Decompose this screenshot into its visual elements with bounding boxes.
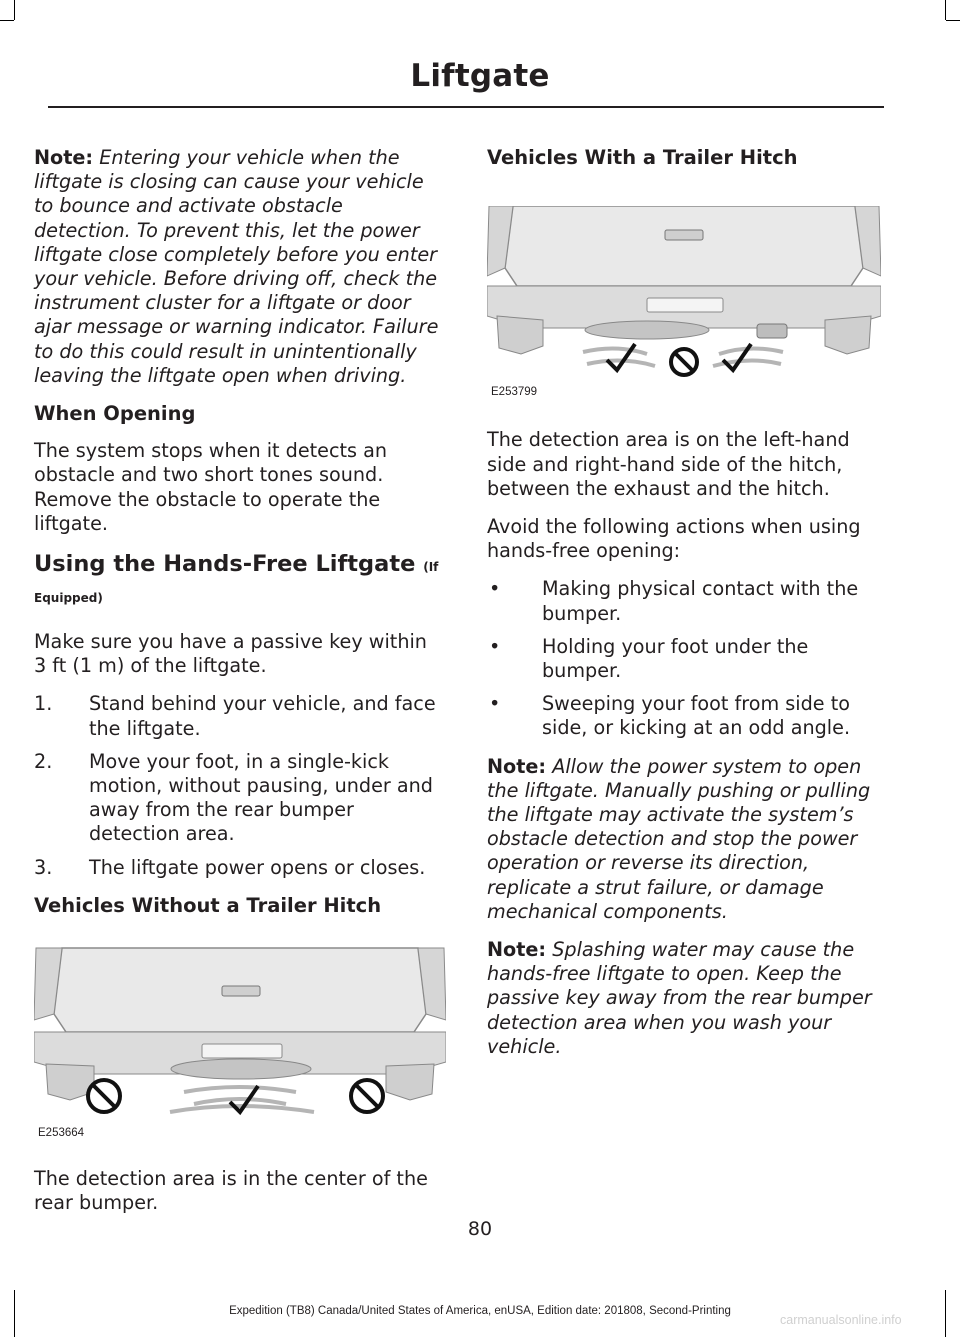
left-column <box>34 146 444 1230</box>
watermark: carmanualsonline.info <box>780 1313 902 1327</box>
step-number: 3. <box>34 855 53 879</box>
note-text: Allow the power system to open the liftgate. Manually pushing or pulling the liftgate may activate the system’s obstacle detection and stop the power operation or reverse its direction, replicate a strut failure, or damage mechanical components. <box>487 754 871 923</box>
note-text: Splashing water may cause the hands-free liftgate to open. Keep the passive key away from the rear bumper detection area when you wash your vehicle. <box>487 938 872 1058</box>
crop-mark <box>946 20 960 21</box>
list-item <box>34 692 444 740</box>
bullet-text: Making physical contact with the bumper. <box>542 577 859 625</box>
if-equipped-label: (If Equipped) <box>34 560 439 606</box>
step-number: 2. <box>34 749 53 773</box>
note-label: Note: <box>487 938 547 962</box>
bumper-illustration-with-hitch <box>487 206 881 378</box>
list-item <box>487 692 881 740</box>
without-hitch-text: The detection area is in the center of the rear bumper. <box>34 1167 428 1215</box>
with-hitch-heading: Vehicles With a Trailer Hitch <box>487 146 798 169</box>
passive-key-text: Make sure you have a passive key within 3 ft (1 m) of the liftgate. <box>34 630 427 678</box>
figure-code: E253664 <box>38 1127 85 1140</box>
header-divider <box>48 106 884 108</box>
bullet-icon: • <box>489 692 501 716</box>
step-text: The liftgate power opens or closes. <box>89 855 426 879</box>
bumper-illustration-without-hitch <box>34 944 446 1119</box>
bullet-text: Sweeping your foot from side to side, or kicking at an odd angle. <box>542 692 851 740</box>
step-number: 1. <box>34 692 53 716</box>
right-column <box>487 146 881 1073</box>
step-text: Stand behind your vehicle, and face the liftgate. <box>89 692 436 740</box>
prohibited-icon <box>88 1080 120 1112</box>
avoid-list <box>487 577 881 740</box>
when-opening-heading: When Opening <box>34 402 196 426</box>
note-paragraph <box>487 755 881 924</box>
crop-mark <box>0 20 14 21</box>
bullet-text: Holding your foot under the bumper. <box>542 634 809 683</box>
step-text: Move your foot, in a single-kick motion, without pausing, under and away from the rear bumper detection area. <box>89 749 433 846</box>
note-label: Note: <box>487 754 547 778</box>
bullet-icon: • <box>489 634 501 658</box>
when-opening-text: The system stops when it detects an obstacle and two short tones sound. Remove the obstacle to operate the liftgate. <box>34 439 388 535</box>
figure-with-hitch <box>487 206 881 404</box>
list-item <box>487 577 881 625</box>
handsfree-heading-text: Using the Hands-Free Liftgate <box>34 551 416 578</box>
prohibited-icon <box>351 1080 383 1112</box>
figure-without-hitch <box>34 944 446 1145</box>
avoid-intro-text: Avoid the following actions when using hands-free opening: <box>487 515 861 563</box>
note-paragraph <box>487 938 881 1059</box>
without-hitch-heading: Vehicles Without a Trailer Hitch <box>34 893 382 917</box>
prohibited-icon <box>671 349 697 375</box>
bullet-icon: • <box>489 577 501 601</box>
with-hitch-text: The detection area is on the left-hand side and right-hand side of the hitch, between the exhaust and the hitch. <box>487 428 850 500</box>
note-label: Note: <box>34 146 94 169</box>
page-title: Liftgate <box>410 58 550 94</box>
list-item <box>34 856 444 880</box>
crop-mark <box>14 0 15 20</box>
note-text: Entering your vehicle when the liftgate is closing can cause your vehicle to bounce and activate obstacle detection. To prevent this, let the power liftgate close completely before you enter your vehicle. Before driving off, check the instrument cluster for a liftgate or door ajar message or warning indicator. Failure to do this could result in unintentionally leaving the liftgate open when driving. <box>34 146 439 387</box>
crop-mark <box>945 0 946 20</box>
handsfree-heading <box>34 550 444 612</box>
figure-code: E253799 <box>491 386 538 399</box>
steps-list <box>34 692 444 879</box>
list-item <box>487 635 881 683</box>
list-item <box>34 750 444 847</box>
footer-text: Expedition (TB8) Canada/United States of America, enUSA, Edition date: 201808, Second-Printing <box>229 1305 731 1317</box>
note-paragraph <box>34 146 444 388</box>
page-number: 80 <box>467 1218 493 1240</box>
